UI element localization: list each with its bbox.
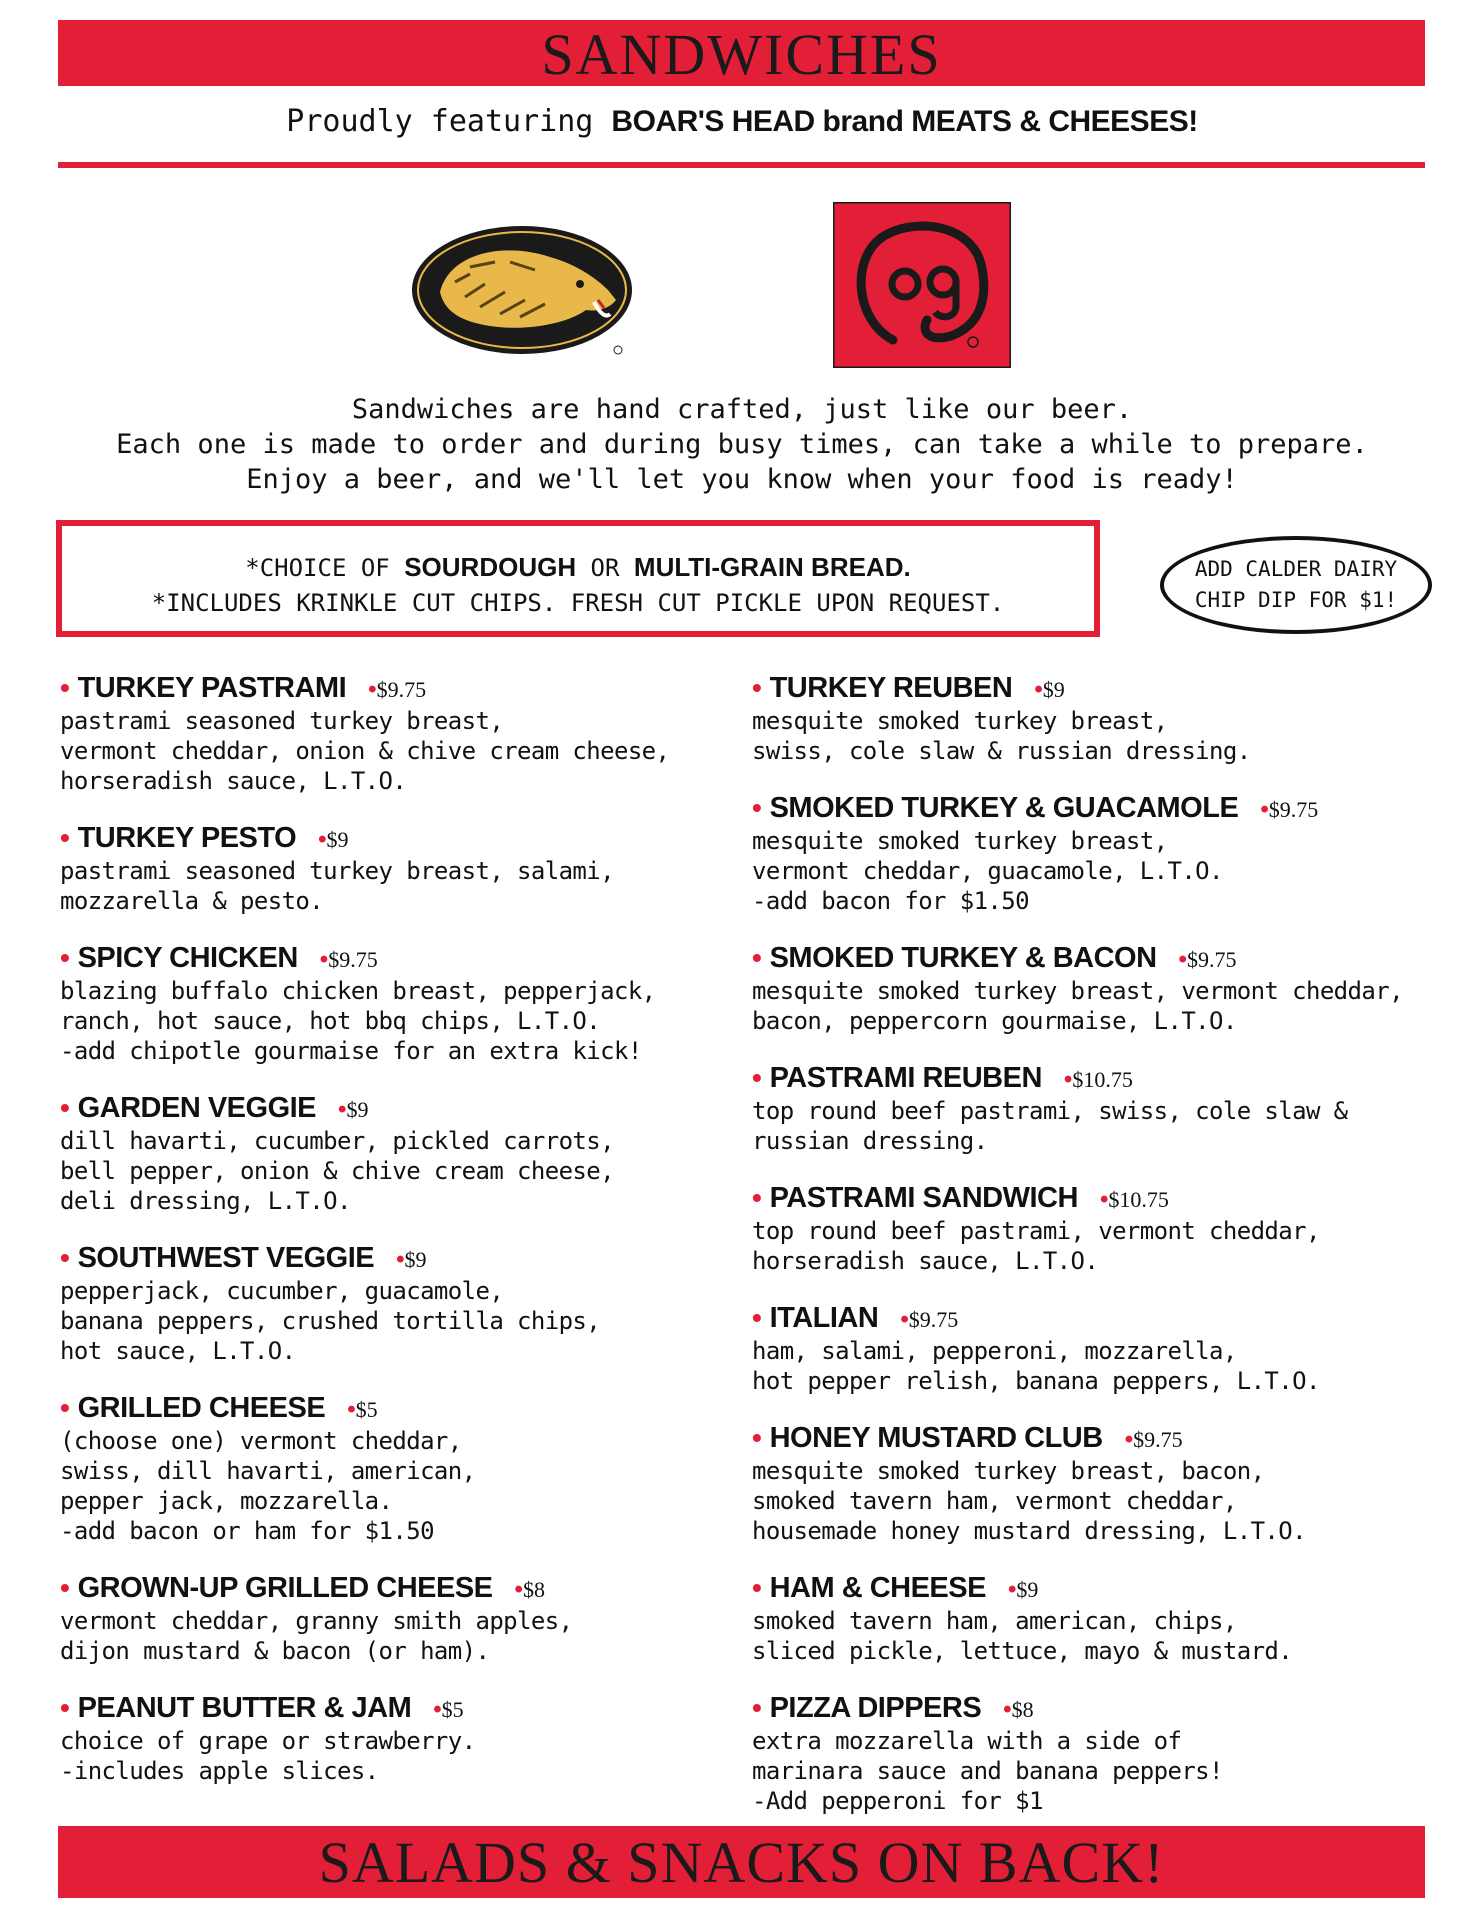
- bullet-icon: •: [368, 676, 377, 703]
- menu-item-header: [752, 1420, 1452, 1456]
- bullet-icon: •: [752, 942, 770, 973]
- menu-item-description: hot sauce, L.T.O.: [60, 1337, 296, 1365]
- menu-item-header: [60, 820, 760, 856]
- menu-item-header: [752, 1690, 1452, 1726]
- intro-line: Sandwiches are hand crafted, just like our beer.: [351, 394, 1133, 425]
- menu-item-description: dijon mustard & bacon (or ham).: [60, 1637, 490, 1665]
- menu-item-description: housemade honey mustard dressing, L.T.O.: [752, 1517, 1306, 1545]
- menu-item-price: $9: [1042, 677, 1065, 702]
- menu-item-price: $5: [355, 1397, 378, 1422]
- intro-line: Each one is made to order and during busy times, can take a while to prepare.: [116, 429, 1368, 460]
- notice-bold: SOURDOUGH: [404, 552, 577, 582]
- menu-item-name: HAM & CHEESE: [769, 1572, 986, 1604]
- bullet-icon: •: [60, 1572, 78, 1603]
- menu-item-price: $9.75: [908, 1307, 959, 1332]
- bullet-icon: •: [514, 1576, 523, 1603]
- menu-item-header: [60, 1090, 760, 1126]
- bullet-icon: •: [900, 1306, 909, 1333]
- bullet-icon: •: [752, 1062, 770, 1093]
- bullet-icon: •: [1003, 1696, 1012, 1723]
- menu-item-price: $9: [326, 827, 349, 852]
- menu-item-name: ITALIAN: [769, 1302, 879, 1334]
- bullet-icon: •: [1034, 676, 1043, 703]
- intro-line: Enjoy a beer, and we'll let you know when your food is ready!: [246, 464, 1238, 495]
- menu-item-name: TURKEY PESTO: [77, 822, 297, 854]
- menu-item-description: mesquite smoked turkey breast, bacon,: [752, 1457, 1265, 1485]
- menu-item-price: $9: [1016, 1577, 1039, 1602]
- menu-item: [752, 1570, 1452, 1666]
- bullet-icon: •: [60, 942, 78, 973]
- menu-item-price: $8: [522, 1577, 545, 1602]
- bullet-icon: •: [347, 1396, 356, 1423]
- menu-item-description: pastrami seasoned turkey breast,: [60, 707, 504, 735]
- notice-line-2: *INCLUDES KRINKLE CUT CHIPS. FRESH CUT PICKLE UPON REQUEST.: [151, 589, 1005, 617]
- title-banner: [58, 20, 1425, 86]
- footer-banner: [58, 1826, 1425, 1898]
- bread-notice-box: [56, 520, 1100, 637]
- bullet-icon: •: [338, 1096, 347, 1123]
- bullet-icon: •: [1260, 796, 1269, 823]
- bullet-icon: •: [1178, 946, 1187, 973]
- bullet-icon: •: [752, 1422, 770, 1453]
- menu-item-description: pepperjack, cucumber, guacamole,: [60, 1277, 504, 1305]
- menu-item-description: bacon, peppercorn gourmaise, L.T.O.: [752, 1007, 1237, 1035]
- bullet-icon: •: [752, 1692, 770, 1723]
- menu-item-header: [60, 1690, 760, 1726]
- bullet-icon: •: [1007, 1576, 1017, 1603]
- menu-item-name: GRILLED CHEESE: [77, 1392, 326, 1424]
- menu-item: [752, 1060, 1452, 1156]
- menu-item-description: sliced pickle, lettuce, mayo & mustard.: [752, 1637, 1293, 1665]
- menu-item: [60, 1090, 760, 1216]
- footer-text: SALADS & SNACKS ON BACK!: [318, 1830, 1165, 1895]
- menu-item-header: [752, 1060, 1452, 1096]
- menu-item: [752, 670, 1452, 766]
- menu-item: [752, 1180, 1452, 1276]
- menu-item-description: smoked tavern ham, vermont cheddar,: [752, 1487, 1237, 1515]
- menu-item-header: [752, 1570, 1452, 1606]
- menu-item-description: marinara sauce and banana peppers!: [752, 1757, 1223, 1785]
- addon-line: CHIP DIP FOR $1!: [1194, 588, 1398, 612]
- addon-line: ADD CALDER DAIRY: [1194, 557, 1398, 581]
- menu-item-name: PEANUT BUTTER & JAM: [77, 1692, 412, 1724]
- menu-item-description: top round beef pastrami, vermont cheddar,: [752, 1217, 1320, 1245]
- menu-item-header: [752, 670, 1452, 706]
- menu-item-name: SMOKED TURKEY & BACON: [769, 942, 1157, 974]
- menu-item-description: swiss, dill havarti, american,: [60, 1457, 476, 1485]
- intro-text: [0, 392, 1484, 497]
- menu-item-price: $9: [404, 1247, 427, 1272]
- menu-column-left: [60, 670, 760, 1810]
- menu-item-description: vermont cheddar, granny smith apples,: [60, 1607, 573, 1635]
- menu-item-price: $9.75: [1133, 1427, 1183, 1452]
- menu-item-description: ham, salami, pepperoni, mozzarella,: [752, 1337, 1237, 1365]
- tagline-prefix: Proudly featuring: [286, 104, 612, 139]
- menu-item-price: $10.75: [1072, 1067, 1133, 1092]
- menu-item-description: -add bacon or ham for $1.50: [60, 1517, 434, 1545]
- menu-item-name: PASTRAMI SANDWICH: [769, 1182, 1078, 1214]
- menu-item-description: hot pepper relish, banana peppers, L.T.O.: [752, 1367, 1320, 1395]
- menu-item: [60, 1690, 760, 1786]
- menu-item: [752, 790, 1452, 916]
- menu-item: [60, 820, 760, 916]
- menu-item-description: banana peppers, crushed tortilla chips,: [60, 1307, 601, 1335]
- menu-item: [60, 940, 760, 1066]
- menu-item-description: vermont cheddar, onion & chive cream cheese,: [60, 737, 670, 765]
- bullet-icon: •: [752, 1572, 770, 1603]
- menu-item-price: $8: [1011, 1697, 1034, 1722]
- menu-item-description: mesquite smoked turkey breast, vermont cheddar,: [752, 977, 1403, 1005]
- menu-item-description: blazing buffalo chicken breast, pepperjack,: [60, 977, 656, 1005]
- bullet-icon: •: [60, 822, 78, 853]
- tagline: [0, 104, 1484, 139]
- menu-item-price: $9.75: [328, 947, 378, 972]
- boars-head-logo: [410, 222, 640, 362]
- menu-item-description: mesquite smoked turkey breast,: [752, 707, 1168, 735]
- menu-item-description: horseradish sauce, L.T.O.: [752, 1247, 1099, 1275]
- menu-item-description: extra mozzarella with a side of: [752, 1727, 1182, 1755]
- menu-item-header: [60, 1240, 760, 1276]
- menu-item-description: pastrami seasoned turkey breast, salami,: [60, 857, 614, 885]
- menu-item-name: PASTRAMI REUBEN: [769, 1062, 1042, 1094]
- bullet-icon: •: [396, 1246, 405, 1273]
- menu-item-header: [60, 1390, 760, 1426]
- menu-item-name: TURKEY PASTRAMI: [77, 672, 347, 704]
- menu-item-name: HONEY MUSTARD CLUB: [769, 1422, 1103, 1454]
- menu-item-description: (choose one) vermont cheddar,: [60, 1427, 462, 1455]
- menu-item-description: ranch, hot sauce, hot bbq chips, L.T.O.: [60, 1007, 601, 1035]
- menu-column-right: [752, 670, 1452, 1840]
- menu-item-description: horseradish sauce, L.T.O.: [60, 767, 407, 795]
- menu-item-header: [752, 790, 1452, 826]
- bullet-icon: •: [60, 672, 78, 703]
- bullet-icon: •: [752, 672, 770, 703]
- bullet-icon: •: [752, 1302, 770, 1333]
- menu-item-description: dill havarti, cucumber, pickled carrots,: [60, 1127, 614, 1155]
- menu-item-name: TURKEY REUBEN: [769, 672, 1013, 704]
- menu-item-header: [60, 940, 760, 976]
- tagline-brand: BOAR'S HEAD brand MEATS & CHEESES!: [611, 105, 1198, 138]
- bullet-icon: •: [318, 826, 327, 853]
- bullet-icon: •: [60, 1692, 78, 1723]
- menu-item-description: -includes apple slices.: [60, 1757, 379, 1785]
- menu-item-description: -add bacon for $1.50: [752, 887, 1029, 915]
- menu-item: [752, 1420, 1452, 1546]
- bullet-icon: •: [433, 1696, 442, 1723]
- bullet-icon: •: [60, 1092, 78, 1123]
- menu-item: [752, 1300, 1452, 1396]
- bullet-icon: •: [60, 1242, 78, 1273]
- bullet-icon: •: [1063, 1066, 1073, 1093]
- menu-item: [752, 1690, 1452, 1816]
- menu-item-description: bell pepper, onion & chive cream cheese,: [60, 1157, 614, 1185]
- menu-item: [60, 1240, 760, 1366]
- menu-item-header: [752, 1300, 1452, 1336]
- menu-item-header: [752, 940, 1452, 976]
- menu-item-name: SPICY CHICKEN: [77, 942, 298, 974]
- menu-item-price: $9.75: [376, 677, 427, 702]
- bullet-icon: •: [1124, 1426, 1134, 1453]
- menu-item-description: deli dressing, L.T.O.: [60, 1187, 351, 1215]
- menu-item-name: SOUTHWEST VEGGIE: [77, 1242, 375, 1274]
- menu-item-description: swiss, cole slaw & russian dressing.: [752, 737, 1251, 765]
- page-title: SANDWICHES: [541, 22, 942, 87]
- menu-item-name: PIZZA DIPPERS: [769, 1692, 982, 1724]
- menu-item-description: mesquite smoked turkey breast,: [752, 827, 1168, 855]
- bullet-icon: •: [752, 792, 770, 823]
- menu-item-description: top round beef pastrami, swiss, cole slaw &: [752, 1097, 1348, 1125]
- notice-bold: MULTI-GRAIN BREAD.: [633, 552, 911, 582]
- menu-item: [752, 940, 1452, 1036]
- menu-item-description: mozzarella & pesto.: [60, 887, 324, 915]
- og-logo: [833, 202, 1011, 368]
- menu-item-header: [60, 670, 760, 706]
- menu-item: [60, 1570, 760, 1666]
- menu-item-header: [60, 1570, 760, 1606]
- bullet-icon: •: [60, 1392, 78, 1423]
- menu-item: [60, 1390, 760, 1546]
- notice-line-1: [62, 550, 1094, 586]
- menu-item-description: choice of grape or strawberry.: [60, 1727, 476, 1755]
- menu-item-description: pepper jack, mozzarella.: [60, 1487, 393, 1515]
- notice-text: *CHOICE OF: [245, 554, 405, 582]
- bullet-icon: •: [319, 946, 329, 973]
- divider: [58, 162, 1425, 168]
- menu-item-price: $9.75: [1186, 947, 1237, 972]
- menu-item-price: $9: [346, 1097, 369, 1122]
- menu-item-description: -add chipotle gourmaise for an extra kick!: [60, 1037, 642, 1065]
- menu-item-name: GROWN-UP GRILLED CHEESE: [77, 1572, 493, 1604]
- chip-dip-addon: [1160, 536, 1432, 634]
- menu-item-header: [752, 1180, 1452, 1216]
- notice-text: OR: [576, 554, 634, 582]
- bullet-icon: •: [1099, 1186, 1109, 1213]
- menu-item-name: GARDEN VEGGIE: [77, 1092, 317, 1124]
- menu-item-name: SMOKED TURKEY & GUACAMOLE: [769, 792, 1239, 824]
- menu-item-price: $9.75: [1268, 797, 1319, 822]
- menu-item-description: russian dressing.: [752, 1127, 988, 1155]
- menu-item-description: -Add pepperoni for $1: [752, 1787, 1043, 1815]
- bullet-icon: •: [752, 1182, 770, 1213]
- menu-item-price: $5: [441, 1697, 464, 1722]
- menu-item-description: vermont cheddar, guacamole, L.T.O.: [752, 857, 1223, 885]
- menu-item-description: smoked tavern ham, american, chips,: [752, 1607, 1237, 1635]
- menu-item-price: $10.75: [1108, 1187, 1169, 1212]
- menu-item: [60, 670, 760, 796]
